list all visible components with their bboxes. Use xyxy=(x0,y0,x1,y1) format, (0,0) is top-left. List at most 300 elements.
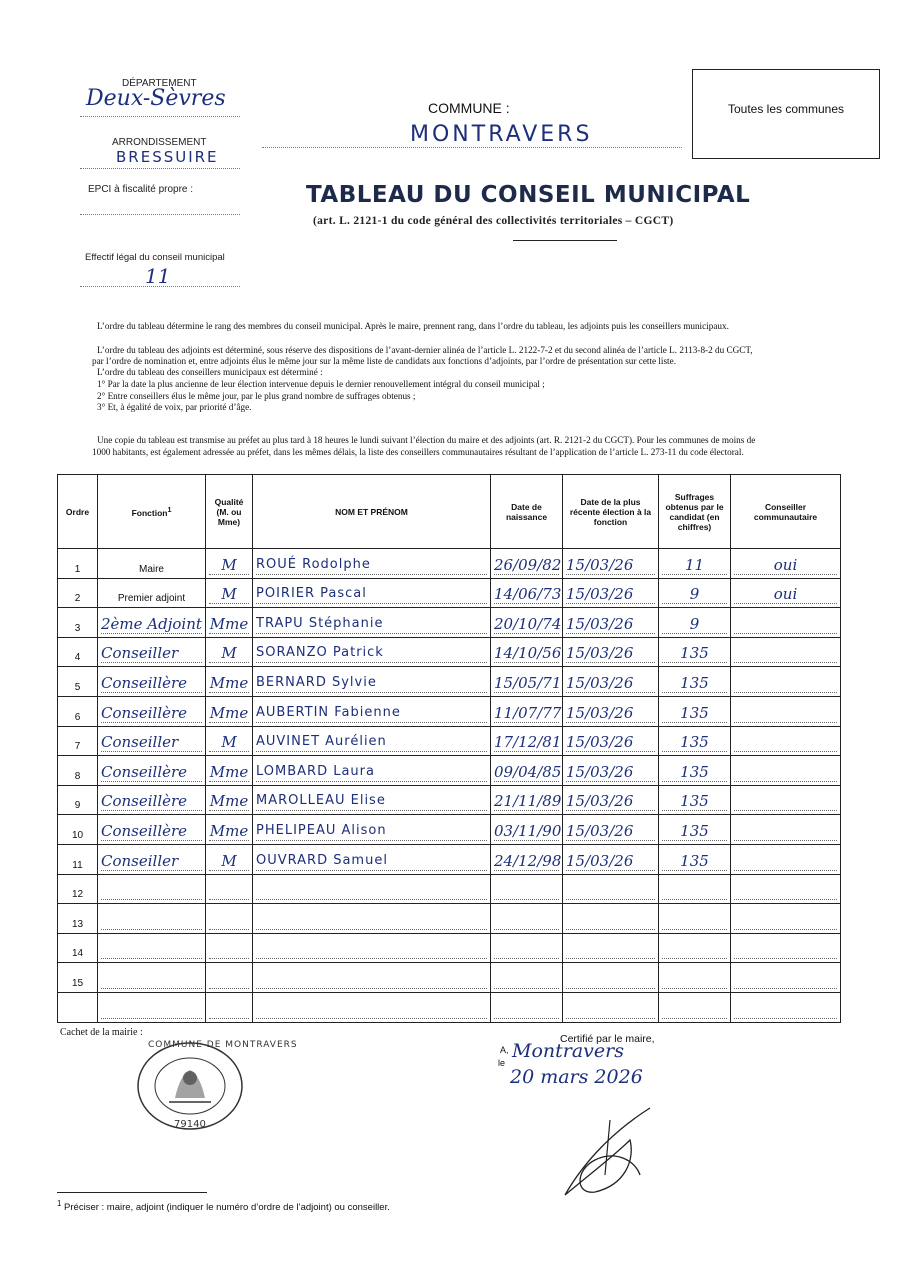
header-communautaire: Conseiller communautaire xyxy=(731,475,841,549)
cell-suffrages xyxy=(659,933,731,963)
cell-nom xyxy=(253,874,491,904)
cell-fonction xyxy=(98,844,206,874)
cell-nom-value: TRAPU Stéphanie xyxy=(256,615,487,634)
cell-communautaire-dots xyxy=(734,886,837,900)
cell-fonction-value: Conseillère xyxy=(101,792,202,811)
cell-ordre: 7 xyxy=(58,726,98,756)
cell-fonction-dots xyxy=(101,916,202,930)
cell-suffrages xyxy=(659,608,731,638)
cell-nom-value: AUBERTIN Fabienne xyxy=(256,704,487,723)
cell-naissance xyxy=(491,756,563,786)
cell-qualite xyxy=(206,667,253,697)
cell-qualite xyxy=(206,785,253,815)
certified-label: Certifié par le maire, xyxy=(560,1033,655,1045)
cell-fonction-value: Maire xyxy=(138,563,164,575)
cell-nom-dots xyxy=(256,945,487,959)
cell-election-value: 15/03/26 xyxy=(566,556,655,575)
cell-qualite-value: Mme xyxy=(209,821,249,840)
cell-naissance-value: 24/12/98 xyxy=(494,851,562,870)
effectif-label: Effectif légal du conseil municipal xyxy=(85,252,225,263)
table-row xyxy=(58,696,841,726)
commune-type-text: Toutes les communes xyxy=(727,102,845,116)
cell-naissance-value: 15/05/71 xyxy=(494,673,562,692)
cell-communautaire xyxy=(731,756,841,786)
cell-communautaire-value: oui xyxy=(734,585,837,604)
cell-communautaire xyxy=(731,874,841,904)
cell-suffrages xyxy=(659,815,731,845)
intro-p2b: par l’ordre de nomination et, entre adjoints élus le même jour sur la même liste de candidats aux fonctions d’adjoints, par l’ordre de présentation sur cette liste. xyxy=(92,356,676,366)
cell-fonction xyxy=(98,992,206,1022)
cell-naissance-value: 26/09/82 xyxy=(494,555,562,574)
cell-election xyxy=(563,992,659,1022)
cell-fonction-dots xyxy=(101,886,202,900)
cell-fonction-dots xyxy=(101,975,202,989)
table-row xyxy=(58,608,841,638)
cell-naissance-value: 17/12/81 xyxy=(494,733,562,752)
le-label: le xyxy=(498,1058,506,1068)
intro-p3-2: 2° Entre conseillers élus le même jour, par le plus grand nombre de suffrages obtenus ; xyxy=(97,391,416,401)
cell-naissance xyxy=(491,844,563,874)
cell-election-value: 15/03/26 xyxy=(566,704,655,723)
header-fonction-text: Fonction xyxy=(131,507,168,518)
header-naissance: Date de naissance xyxy=(491,475,563,549)
cell-suffrages-value: 135 xyxy=(662,852,727,871)
cell-suffrages-dots xyxy=(662,916,727,930)
cell-fonction xyxy=(98,696,206,726)
table-row xyxy=(58,992,841,1022)
cell-ordre: 6 xyxy=(58,696,98,726)
cell-qualite-dots xyxy=(209,975,249,989)
commune-line xyxy=(262,147,682,148)
cell-qualite xyxy=(206,726,253,756)
cell-qualite xyxy=(206,637,253,667)
cell-naissance xyxy=(491,549,563,579)
cell-nom xyxy=(253,726,491,756)
table-row xyxy=(58,963,841,993)
cell-ordre: 3 xyxy=(58,608,98,638)
commune-type-box xyxy=(692,69,880,159)
table-row xyxy=(58,756,841,786)
cell-fonction xyxy=(98,578,206,608)
cell-election xyxy=(563,844,659,874)
cell-communautaire-dots xyxy=(734,975,837,989)
title-underline xyxy=(513,240,617,241)
epci-line xyxy=(80,214,240,215)
cell-suffrages-value: 9 xyxy=(662,585,727,604)
cell-communautaire xyxy=(731,578,841,608)
cell-naissance-dots xyxy=(494,975,559,989)
cell-nom-value: PHELIPEAU Alison xyxy=(256,822,487,841)
cell-election-dots xyxy=(566,1005,655,1019)
cell-communautaire xyxy=(731,963,841,993)
cell-suffrages xyxy=(659,549,731,579)
cell-naissance xyxy=(491,992,563,1022)
cell-election xyxy=(563,815,659,845)
cell-naissance xyxy=(491,608,563,638)
cell-fonction-dots xyxy=(101,1005,202,1019)
intro-p3-3: 3° Et, à égalité de voix, par priorité d’âge. xyxy=(97,402,252,412)
table-row xyxy=(58,904,841,934)
cell-suffrages xyxy=(659,696,731,726)
cell-suffrages xyxy=(659,667,731,697)
cell-naissance xyxy=(491,667,563,697)
header-fonction-sup: 1 xyxy=(167,506,172,515)
cell-fonction xyxy=(98,963,206,993)
cell-suffrages-value: 135 xyxy=(662,644,727,663)
cell-qualite xyxy=(206,933,253,963)
cell-ordre: 10 xyxy=(58,815,98,845)
cell-nom-value: ROUÉ Rodolphe xyxy=(256,556,487,575)
cell-naissance-dots xyxy=(494,1005,559,1019)
table-row xyxy=(58,667,841,697)
cell-qualite xyxy=(206,549,253,579)
cell-election xyxy=(563,637,659,667)
cell-qualite-value: Mme xyxy=(209,614,249,633)
cell-qualite-dots xyxy=(209,1005,249,1019)
cell-qualite-value: Mme xyxy=(209,792,249,811)
page-subtitle: (art. L. 2121-1 du code général des collectivités territoriales – CGCT) xyxy=(313,215,674,227)
cell-fonction xyxy=(98,933,206,963)
intro-p4b: 1000 habitants, est également adressée au préfet, dans les mêmes délais, la liste des conseillers communautaires résultant de l’application de l’article L. 273-11 du code électoral. xyxy=(92,447,744,457)
cell-nom-value: BERNARD Sylvie xyxy=(256,674,487,693)
cell-qualite xyxy=(206,578,253,608)
footnote-divider xyxy=(57,1192,207,1193)
cell-communautaire xyxy=(731,637,841,667)
cell-communautaire xyxy=(731,667,841,697)
council-table xyxy=(57,474,841,1023)
cell-suffrages xyxy=(659,963,731,993)
cell-qualite xyxy=(206,904,253,934)
cell-communautaire-dots xyxy=(734,620,837,634)
cell-nom-value: AUVINET Aurélien xyxy=(256,733,487,752)
cell-suffrages-value: 135 xyxy=(662,704,727,723)
epci-label: EPCI à fiscalité propre : xyxy=(88,184,194,195)
effectif-value: 11 xyxy=(145,264,171,288)
cell-suffrages xyxy=(659,904,731,934)
cell-suffrages-value: 135 xyxy=(662,822,727,841)
cell-election-dots xyxy=(566,886,655,900)
cell-communautaire xyxy=(731,844,841,874)
cell-suffrages-value: 135 xyxy=(662,763,727,782)
cell-naissance xyxy=(491,963,563,993)
table-row xyxy=(58,785,841,815)
cell-fonction xyxy=(98,785,206,815)
cell-communautaire-dots xyxy=(734,738,837,752)
cell-election xyxy=(563,696,659,726)
cell-nom xyxy=(253,608,491,638)
cell-naissance-dots xyxy=(494,916,559,930)
cell-ordre: 13 xyxy=(58,904,98,934)
cell-communautaire xyxy=(731,815,841,845)
cell-fonction xyxy=(98,874,206,904)
cell-naissance-value: 20/10/74 xyxy=(494,614,562,633)
cell-nom-dots xyxy=(256,1005,487,1019)
cell-election xyxy=(563,874,659,904)
cell-communautaire xyxy=(731,696,841,726)
cell-nom xyxy=(253,785,491,815)
cell-election xyxy=(563,963,659,993)
intro-p1: L’ordre du tableau détermine le rang des membres du conseil municipal. Après le maire, prennent rang, dans l’ordre du tableau, les adjoints puis les conseillers municipaux. xyxy=(97,321,729,331)
cell-fonction xyxy=(98,549,206,579)
cell-qualite xyxy=(206,963,253,993)
cell-nom-value: LOMBARD Laura xyxy=(256,763,487,782)
cell-nom xyxy=(253,933,491,963)
cell-qualite-value: M xyxy=(209,585,249,604)
cell-naissance-value: 11/07/77 xyxy=(494,703,562,722)
cell-suffrages-value: 135 xyxy=(662,733,727,752)
certified-date: 20 mars 2026 xyxy=(510,1066,643,1088)
cell-fonction xyxy=(98,726,206,756)
cell-nom-value: SORANZO Patrick xyxy=(256,644,487,663)
cell-election-value: 15/03/26 xyxy=(566,852,655,871)
commune-value: MONTRAVERS xyxy=(410,122,593,147)
table-row xyxy=(58,637,841,667)
cell-naissance xyxy=(491,815,563,845)
cell-communautaire xyxy=(731,992,841,1022)
cell-election-value: 15/03/26 xyxy=(566,674,655,693)
cell-qualite xyxy=(206,874,253,904)
cell-qualite-value: Mme xyxy=(209,762,249,781)
cell-fonction xyxy=(98,815,206,845)
cell-election xyxy=(563,904,659,934)
table-header-row xyxy=(58,475,841,549)
cell-qualite-value: Mme xyxy=(209,703,249,722)
cell-qualite-value: M xyxy=(209,733,249,752)
cell-fonction xyxy=(98,667,206,697)
cell-suffrages xyxy=(659,578,731,608)
cell-nom xyxy=(253,696,491,726)
cell-naissance xyxy=(491,637,563,667)
table-row xyxy=(58,844,841,874)
cell-communautaire-dots xyxy=(734,916,837,930)
cell-fonction xyxy=(98,608,206,638)
effectif-line xyxy=(80,286,240,287)
table-row xyxy=(58,933,841,963)
cell-election xyxy=(563,785,659,815)
cell-ordre: 14 xyxy=(58,933,98,963)
cell-nom xyxy=(253,992,491,1022)
cell-ordre: 15 xyxy=(58,963,98,993)
departement-value: Deux-Sèvres xyxy=(86,86,226,111)
table-row xyxy=(58,874,841,904)
cell-communautaire-dots xyxy=(734,649,837,663)
stamp-text: COMMUNE DE MONTRAVERS xyxy=(148,1040,298,1050)
cell-fonction-value: Conseiller xyxy=(101,644,202,663)
cell-election xyxy=(563,667,659,697)
cachet-label: Cachet de la mairie : xyxy=(60,1027,143,1038)
a-label: A, xyxy=(500,1045,509,1055)
arrondissement-value: BRESSUIRE xyxy=(116,148,219,166)
cell-fonction-value: Conseiller xyxy=(101,852,202,871)
cell-naissance-value: 09/04/85 xyxy=(494,762,562,781)
footnote-text: Préciser : maire, adjoint (indiquer le numéro d’ordre de l’adjoint) ou conseiller. xyxy=(64,1202,390,1214)
cell-ordre xyxy=(58,992,98,1022)
cell-election xyxy=(563,549,659,579)
cell-nom xyxy=(253,578,491,608)
cell-qualite-value: M xyxy=(209,644,249,663)
intro-p4a: Une copie du tableau est transmise au préfet au plus tard à 18 heures le lundi suivant l’élection du maire et des adjoints (art. R. 2121-2 du CGCT). Pour les communes de moins de xyxy=(97,435,756,445)
cell-fonction-value: Conseillère xyxy=(101,763,202,782)
cell-naissance-dots xyxy=(494,945,559,959)
cell-suffrages-value: 135 xyxy=(662,674,727,693)
header-qualite: Qualité (M. ou Mme) xyxy=(206,475,253,549)
cell-qualite-dots xyxy=(209,886,249,900)
cell-election-dots xyxy=(566,945,655,959)
cell-naissance-dots xyxy=(494,886,559,900)
departement-line xyxy=(80,116,240,117)
cell-nom xyxy=(253,756,491,786)
footnote-sup: 1 xyxy=(57,1199,62,1208)
cell-naissance xyxy=(491,874,563,904)
cell-qualite xyxy=(206,696,253,726)
cell-fonction-dots xyxy=(101,945,202,959)
cell-nom xyxy=(253,667,491,697)
cell-fonction xyxy=(98,756,206,786)
cell-nom xyxy=(253,844,491,874)
cell-fonction-value: Conseillère xyxy=(101,674,202,693)
cell-nom xyxy=(253,815,491,845)
cell-suffrages xyxy=(659,785,731,815)
stamp-postcode: 79140 xyxy=(174,1119,206,1130)
cell-naissance-value: 14/10/56 xyxy=(494,644,562,663)
table-row xyxy=(58,578,841,608)
cell-nom-value: POIRIER Pascal xyxy=(256,585,487,604)
cell-communautaire-dots xyxy=(734,797,837,811)
cell-communautaire-dots xyxy=(734,709,837,723)
cell-nom xyxy=(253,963,491,993)
cell-suffrages xyxy=(659,874,731,904)
cell-ordre: 11 xyxy=(58,844,98,874)
header-fonction xyxy=(98,475,206,549)
cell-ordre: 5 xyxy=(58,667,98,697)
cell-ordre: 1 xyxy=(58,549,98,579)
cell-suffrages-value: 11 xyxy=(662,556,727,575)
cell-ordre: 12 xyxy=(58,874,98,904)
table-row xyxy=(58,549,841,579)
intro-p2a: L’ordre du tableau des adjoints est déterminé, sous réserve des dispositions de l’avant-dernier alinéa de l’article L. 2122-7-2 et du second alinéa de l’article L. 2113-8-2 du CGCT, xyxy=(97,345,753,355)
cell-communautaire-dots xyxy=(734,857,837,871)
cell-naissance xyxy=(491,785,563,815)
cell-suffrages-dots xyxy=(662,975,727,989)
cell-election-dots xyxy=(566,975,655,989)
cell-election-value: 15/03/26 xyxy=(566,822,655,841)
cell-naissance-value: 03/11/90 xyxy=(494,821,562,840)
arrondissement-line xyxy=(80,168,240,169)
cell-ordre: 9 xyxy=(58,785,98,815)
cell-fonction-value: 2ème Adjoint xyxy=(101,614,202,633)
cell-communautaire xyxy=(731,933,841,963)
cell-fonction-value: Conseillère xyxy=(101,704,202,723)
cell-qualite-value: M xyxy=(209,852,249,871)
cell-election xyxy=(563,756,659,786)
cell-communautaire xyxy=(731,904,841,934)
cell-communautaire-dots xyxy=(734,768,837,782)
cell-fonction xyxy=(98,637,206,667)
cell-communautaire xyxy=(731,549,841,579)
cell-election-value: 15/03/26 xyxy=(566,585,655,604)
cell-naissance-value: 21/11/89 xyxy=(494,792,562,811)
cell-election-value: 15/03/26 xyxy=(566,644,655,663)
cell-suffrages xyxy=(659,637,731,667)
cell-suffrages xyxy=(659,726,731,756)
cell-election-dots xyxy=(566,916,655,930)
page-title: TABLEAU DU CONSEIL MUNICIPAL xyxy=(306,182,751,208)
cell-nom-dots xyxy=(256,886,487,900)
cell-election-value: 15/03/26 xyxy=(566,792,655,811)
cell-qualite xyxy=(206,844,253,874)
cell-fonction-value: Premier adjoint xyxy=(117,593,186,605)
cell-naissance xyxy=(491,696,563,726)
certified-place: Montravers xyxy=(512,1040,624,1062)
cell-naissance xyxy=(491,933,563,963)
cell-election-value: 15/03/26 xyxy=(566,733,655,752)
cell-nom-value: OUVRARD Samuel xyxy=(256,852,487,871)
cell-election xyxy=(563,933,659,963)
cell-qualite-dots xyxy=(209,945,249,959)
intro-p3-1: 1° Par la date la plus ancienne de leur élection intervenue depuis le dernier renouvellement intégral du conseil municipal ; xyxy=(97,379,545,389)
cell-qualite-dots xyxy=(209,916,249,930)
cell-nom xyxy=(253,637,491,667)
cell-communautaire xyxy=(731,608,841,638)
cell-communautaire-value: oui xyxy=(734,556,837,575)
cell-naissance xyxy=(491,904,563,934)
cell-suffrages-value: 9 xyxy=(662,615,727,634)
cell-election xyxy=(563,726,659,756)
header-ordre: Ordre xyxy=(58,475,98,549)
cell-qualite xyxy=(206,608,253,638)
cell-communautaire-dots xyxy=(734,827,837,841)
cell-ordre: 8 xyxy=(58,756,98,786)
cell-qualite xyxy=(206,756,253,786)
cell-communautaire xyxy=(731,726,841,756)
cell-suffrages xyxy=(659,756,731,786)
cell-communautaire-dots xyxy=(734,1005,837,1019)
cell-nom xyxy=(253,904,491,934)
cell-communautaire-dots xyxy=(734,679,837,693)
cell-nom-dots xyxy=(256,975,487,989)
cell-ordre: 2 xyxy=(58,578,98,608)
cell-suffrages-dots xyxy=(662,886,727,900)
cell-suffrages-dots xyxy=(662,945,727,959)
arrondissement-label: ARRONDISSEMENT xyxy=(112,137,207,148)
cell-election-value: 15/03/26 xyxy=(566,615,655,634)
header-election: Date de la plus récente élection à la fonction xyxy=(563,475,659,549)
cell-qualite-value: Mme xyxy=(209,673,249,692)
cell-communautaire-dots xyxy=(734,945,837,959)
cell-nom xyxy=(253,549,491,579)
cell-suffrages-dots xyxy=(662,1005,727,1019)
header-suffrages: Suffrages obtenus par le candidat (en chiffres) xyxy=(659,475,731,549)
departement-label: DÉPARTEMENT xyxy=(122,78,197,89)
cell-election xyxy=(563,608,659,638)
cell-election-value: 15/03/26 xyxy=(566,763,655,782)
header-nom: NOM ET PRÉNOM xyxy=(253,475,491,549)
intro-p3: L’ordre du tableau des conseillers municipaux est déterminé : xyxy=(97,367,323,377)
cell-naissance xyxy=(491,578,563,608)
council-table-body xyxy=(58,549,841,1023)
table-row xyxy=(58,815,841,845)
cell-suffrages-value: 135 xyxy=(662,792,727,811)
mayor-signature xyxy=(555,1100,665,1210)
cell-nom-value: MAROLLEAU Elise xyxy=(256,792,487,811)
cell-qualite xyxy=(206,815,253,845)
cell-suffrages xyxy=(659,992,731,1022)
commune-label: COMMUNE : xyxy=(428,100,510,116)
cell-election xyxy=(563,578,659,608)
cell-qualite xyxy=(206,992,253,1022)
cell-fonction xyxy=(98,904,206,934)
cell-ordre: 4 xyxy=(58,637,98,667)
